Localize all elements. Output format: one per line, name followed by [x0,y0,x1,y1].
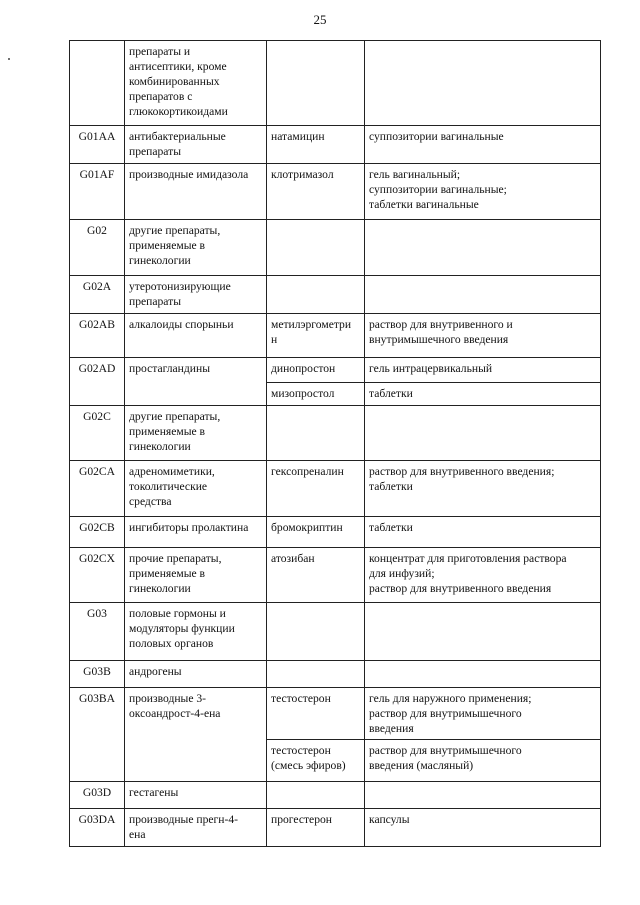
table-row [70,406,601,461]
table-row [70,517,601,548]
dosage-form-cell [365,276,601,314]
drug-name-cell: клотримазол [267,164,365,220]
drug-group-cell: другие препараты, применяемые в гинекологии [125,406,267,461]
dosage-form-cell [365,406,601,461]
atc-code-cell: G03D [70,782,125,809]
dosage-form-cell [365,220,601,276]
dosage-form-cell: раствор для внутримышечного введения (масляный) [365,740,601,782]
table-row [70,661,601,688]
dosage-form-cell: суппозитории вагинальные [365,126,601,164]
drug-name-cell [267,220,365,276]
atc-code-cell: G03BA [70,688,125,782]
drug-group-cell: утеротонизирующие препараты [125,276,267,314]
drug-name-cell: прогестерон [267,809,365,847]
drug-group-cell: производные имидазола [125,164,267,220]
atc-code-cell: G03B [70,661,125,688]
table-row [70,603,601,661]
drug-name-cell: динопростон [267,358,365,383]
drug-group-cell: препараты и антисептики, кроме комбинированных препаратов с глюкокортикоидами [125,41,267,126]
drug-group-cell: половые гормоны и модуляторы функции половых органов [125,603,267,661]
atc-code-cell: G02A [70,276,125,314]
atc-code-cell: G02C [70,406,125,461]
drug-name-cell: метилэргометри н [267,314,365,358]
drug-group-cell: гестагены [125,782,267,809]
table-row [70,688,601,740]
atc-code-cell: G03 [70,603,125,661]
drug-name-cell [267,782,365,809]
drug-name-cell: тестостерон [267,688,365,740]
table-row [70,782,601,809]
drug-name-cell [267,603,365,661]
dosage-form-cell [365,661,601,688]
drug-group-cell: адреномиметики, токолитические средства [125,461,267,517]
table-row [70,809,601,847]
drug-group-cell: антибактериальные препараты [125,126,267,164]
atc-code-cell: G02CA [70,461,125,517]
dosage-form-cell: гель для наружного применения; раствор для внутримышечного введения [365,688,601,740]
drug-name-cell: тестостерон (смесь эфиров) [267,740,365,782]
table-row [70,314,601,358]
dosage-form-cell: гель вагинальный; суппозитории вагинальные; таблетки вагинальные [365,164,601,220]
table-row [70,41,601,126]
atc-code-cell: G02 [70,220,125,276]
table-row [70,358,601,383]
table-row [70,461,601,517]
atc-code-cell: G02CB [70,517,125,548]
scan-speck [8,58,10,60]
dosage-form-cell: раствор для внутривенного введения; таблетки [365,461,601,517]
drug-group-cell: ингибиторы пролактина [125,517,267,548]
dosage-form-cell [365,603,601,661]
drug-name-cell: атозибан [267,548,365,603]
table-row [70,220,601,276]
table-row [70,548,601,603]
drug-name-cell [267,41,365,126]
drug-name-cell [267,276,365,314]
atc-code-cell: G02AB [70,314,125,358]
drug-name-cell: мизопростол [267,383,365,406]
dosage-form-cell: концентрат для приготовления раствора для инфузий; раствор для внутривенного введения [365,548,601,603]
atc-code-cell: G02CX [70,548,125,603]
table-row [70,276,601,314]
dosage-form-cell [365,41,601,126]
dosage-form-cell: гель интрацервикальный [365,358,601,383]
atc-code-cell: G01AF [70,164,125,220]
atc-code-cell: G02AD [70,358,125,406]
drug-name-cell [267,406,365,461]
drug-group-cell: простагландины [125,358,267,406]
atc-code-cell: G01AA [70,126,125,164]
table-row [70,126,601,164]
drug-group-cell: алкалоиды спорыньи [125,314,267,358]
drug-group-cell: андрогены [125,661,267,688]
drug-group-cell: производные прегн-4- ена [125,809,267,847]
drug-name-cell: гексопреналин [267,461,365,517]
table-row [70,164,601,220]
drug-group-cell: прочие препараты, применяемые в гинекологии [125,548,267,603]
dosage-form-cell: капсулы [365,809,601,847]
atc-code-cell [70,41,125,126]
drug-group-cell: другие препараты, применяемые в гинекологии [125,220,267,276]
drug-name-cell: натамицин [267,126,365,164]
dosage-form-cell [365,782,601,809]
dosage-form-cell: таблетки [365,383,601,406]
drug-group-cell: производные 3- оксоандрост-4-ена [125,688,267,782]
dosage-form-cell: таблетки [365,517,601,548]
drug-name-cell: бромокриптин [267,517,365,548]
atc-drug-table [69,40,601,847]
atc-code-cell: G03DA [70,809,125,847]
drug-name-cell [267,661,365,688]
page-number: 25 [313,12,327,27]
dosage-form-cell: раствор для внутривенного и внутримышечного введения [365,314,601,358]
